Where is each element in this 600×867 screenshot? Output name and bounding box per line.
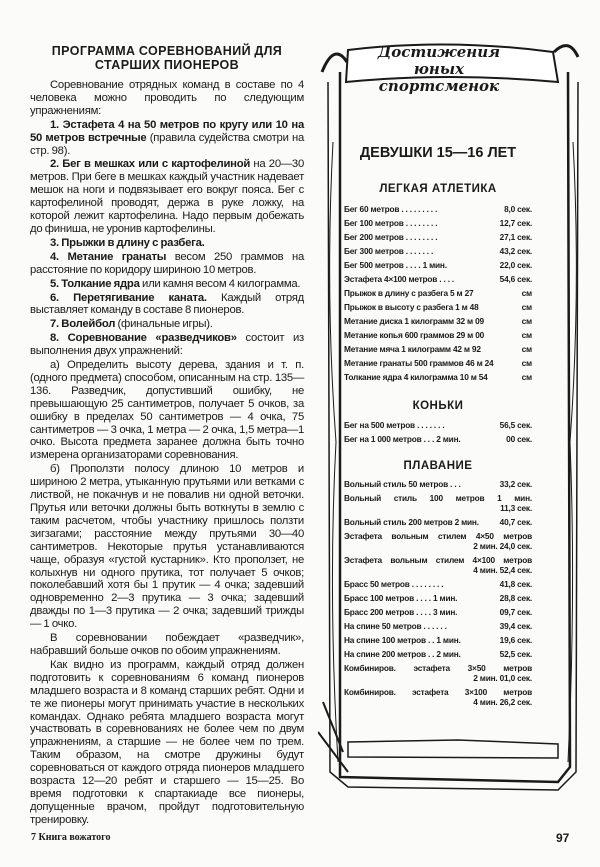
record-row [344, 232, 532, 242]
record-event: Брасс 200 метров . . . . 3 мин. [344, 607, 458, 617]
exercise-description: весом 250 граммов на расстояние по коридору шириною 10 метров. [30, 250, 304, 276]
record-event: Брасс 50 метров . . . . . . . . [344, 579, 444, 589]
record-event: Вольный стиль 100 метров 1 мин. [344, 493, 532, 503]
record-value: 52,5 сек. [499, 649, 532, 659]
record-value: 33,2 сек. [499, 479, 532, 489]
record-value: см [521, 372, 532, 382]
exercise-item [30, 251, 304, 277]
page-number: 97 [556, 831, 570, 845]
heading-athletics: ЛЕГКАЯ АТЛЕТИКА [379, 183, 497, 195]
record-event: Вольный стиль 50 метров . . . [344, 479, 461, 489]
records-title: ДЕВУШКИ 15—16 ЛЕТ [359, 145, 517, 161]
record-value: см [521, 344, 532, 354]
record-row [344, 531, 532, 551]
exercise-name: 1. Эстафета 4 на 50 метров по кругу или 10 на 50 метров встречные [30, 118, 304, 144]
footer-signature: 7 Книга вожатого [31, 832, 111, 843]
exercise-item [30, 237, 304, 250]
record-row [344, 218, 532, 228]
record-value: 2 мин. 24,0 сек. [473, 541, 532, 551]
record-value: 22,0 сек. [499, 260, 532, 270]
record-value: см [521, 302, 532, 312]
heading-swimming: ПЛАВАНИЕ [403, 460, 473, 472]
record-row [344, 663, 532, 683]
record-event: Метание мяча 1 килограмм 42 м 92 [344, 344, 481, 354]
record-event: Комбиниров. эстафета 3×100 метров [344, 687, 532, 697]
record-value: 28,8 сек. [499, 593, 532, 603]
record-value: 43,2 сек. [499, 246, 532, 256]
record-row [344, 579, 532, 589]
record-value: 12,7 сек. [499, 218, 532, 228]
record-row [344, 358, 532, 368]
exercise-name: 2. Бег в мешках или с картофелиной [50, 158, 251, 171]
record-row [344, 635, 532, 645]
record-event: Эстафета 4×100 метров . . . . [344, 274, 455, 284]
record-row [344, 420, 532, 430]
record-row [344, 593, 532, 603]
banner-line-1: Достижения [377, 43, 501, 61]
record-event: Метание диска 1 килограмм 32 м 09 [344, 316, 484, 326]
exercise-description: (финальные игры). [115, 318, 213, 331]
record-value: 19,6 сек. [499, 635, 532, 645]
record-row [344, 687, 532, 707]
record-row [344, 204, 532, 214]
record-value: 4 мин. 26,2 сек. [473, 697, 532, 707]
record-value: 09,7 сек. [499, 607, 532, 617]
record-event: На спине 50 метров . . . . . . [344, 621, 447, 631]
record-event: Бег 200 метров . . . . . . . . [344, 232, 438, 242]
record-value: 2 мин. 01,0 сек. [473, 673, 532, 683]
record-row [344, 260, 532, 270]
exercise-description: на 20—30 метров. При беге в мешках каждый участник надевает мешок на ноги и подвязывает его вокруг пояса. Бег с картофелиной проводят, держа в руке ложку, на которой лежит картофелина. Надо первым добежать до финиша, не уронив картофелины. [30, 158, 304, 235]
record-value: см [521, 358, 532, 368]
record-row [344, 607, 532, 617]
record-event: Прыжок в длину с разбега 5 м 27 [344, 288, 474, 298]
record-event: Толкание ядра 4 килограмма 10 м 54 [344, 372, 488, 382]
record-event: Эстафета вольным стилем 4×50 метров [344, 531, 532, 541]
banner-line-2: юных спортсменок [378, 60, 500, 95]
record-event: На спине 100 метров . . 1 мин. [344, 635, 461, 645]
record-row [344, 434, 532, 444]
paragraph-conclusion: Как видно из программ, каждый отряд должен подготовить к соревнованиям 6 команд пионеров младшего возраста и 8 команд старших ребят. Одни и те же пионеры могут принимать участие в нескольких командах. Однако ребята младшего возраста могут участвовать в соревнованиях не более чем по двум упражнениям, а старшие — не более чем по трем. Таким образом, на смотре дружины будут соревноваться от каждого отряда пионеров младшего возраста 12—20 ребят и старшего — 15—25. Во время подготовки к спартакиаде все пионеры, допущенные врачом, пройдут подготовительную тренировку. [30, 658, 304, 826]
exercise-item [30, 278, 304, 291]
record-event: Брасс 100 метров . . . . 1 мин. [344, 593, 458, 603]
record-value: 40,7 сек. [499, 517, 532, 527]
paragraph-b: б) Проползти полосу длиною 10 метров и шириною 2 метра, утыканную прутьями или ветками с листвой, не покачнув и не повалив ни одной веточки. Прутья или веточки должны быть воткнуты в землю с таким расчетом, чтобы участнику пришлось ползти зигзагами; расстояние между прутьями 30—40 сантиметров. Некоторые прутья устанавливаются чаще, образуя «густой кустарник». Кто проползет, не колыхнув ни одного прутика, тот получает 5 очков; поколебавший хотя бы 1 прутик — 4 очка; задевший одновременно 2—3 прутика — 3 очка; задевший дважды по 1—3 прутика — 2 очка; задевший трижды — 1 очко. [30, 463, 304, 631]
record-row [344, 372, 532, 382]
heading-skating: КОНЬКИ [412, 400, 464, 412]
record-row [344, 246, 532, 256]
section-title: ПРОГРАММА СОРЕВНОВАНИЙ ДЛЯ [51, 44, 283, 58]
exercise-list [30, 119, 304, 358]
record-value: 56,5 сек. [499, 420, 532, 430]
record-event: Прыжок в высоту с разбега 1 м 48 [344, 302, 479, 312]
exercise-item [30, 332, 304, 358]
record-event: Бег 60 метров . . . . . . . . . [344, 204, 438, 214]
athletics-rows [344, 204, 532, 382]
exercise-item [30, 292, 304, 318]
record-event: Метание гранаты 500 граммов 46 м 24 [344, 358, 494, 368]
exercise-description: или камня весом 4 килограмма. [139, 277, 301, 290]
record-event: Бег 100 метров . . . . . . . . [344, 218, 438, 228]
exercise-name: 3. Прыжки в длину с разбега. [50, 236, 205, 249]
record-value: см [521, 288, 532, 298]
record-event: Эстафета вольным стилем 4×100 метров [344, 555, 532, 565]
record-event: Бег 300 метров . . . . . . . [344, 246, 434, 256]
record-value: 27,1 сек. [499, 232, 532, 242]
record-row [344, 316, 532, 326]
paragraph-winner: В соревновании побеждает «разведчик», набравший больше очков по обоим упражнениям. [30, 632, 304, 657]
record-value: 00 сек. [506, 434, 532, 444]
exercise-item [30, 318, 304, 331]
records-table [344, 145, 532, 711]
record-row [344, 621, 532, 631]
record-row [344, 302, 532, 312]
exercise-name: 5. Толкание ядра [50, 277, 140, 290]
record-row [344, 330, 532, 340]
exercise-item [30, 158, 304, 235]
record-row [344, 493, 532, 513]
record-row [344, 274, 532, 284]
record-event: На спине 200 метров . . 2 мин. [344, 649, 461, 659]
exercise-name: 8. Соревнование «разведчиков» [50, 332, 237, 345]
record-event: Бег на 1 000 метров . . . 2 мин. [344, 434, 461, 444]
record-row [344, 649, 532, 659]
record-value: см [521, 316, 532, 326]
exercise-description: (правила судейства смотри на стр. 98). [30, 131, 304, 157]
exercise-description: состоит из выполнения двух упражнений: [30, 332, 304, 358]
swimming-rows [344, 479, 532, 707]
record-event: Бег 500 метров . . . . 1 мин. [344, 260, 447, 270]
banner-logo [354, 44, 524, 95]
exercise-name: 7. Волейбол [50, 318, 116, 331]
intro-paragraph: Соревнование отрядных команд в составе по 4 человека можно проводить по следующим упражнениям: [30, 79, 304, 117]
section-title-2: СТАРШИХ ПИОНЕРОВ [94, 58, 240, 72]
record-value: 11,3 сек. [500, 503, 532, 513]
record-value: 41,8 сек. [499, 579, 532, 589]
record-event: Вольный стиль 200 метров 2 мин. [344, 517, 479, 527]
record-row [344, 344, 532, 354]
exercise-name: 4. Метание гранаты [50, 250, 167, 263]
record-value: 8,0 сек. [504, 204, 532, 214]
exercise-description: Каждый отряд выставляет команду в составе 8 пионеров. [30, 291, 304, 317]
record-event: Бег на 500 метров . . . . . . . [344, 420, 445, 430]
record-row [344, 288, 532, 298]
record-value: см [521, 330, 532, 340]
exercise-item [30, 119, 304, 158]
record-value: 39,4 сек. [499, 621, 532, 631]
record-row [344, 479, 532, 489]
record-row [344, 517, 532, 527]
record-event: Метание копья 600 граммов 29 м 00 [344, 330, 485, 340]
record-event: Комбиниров. эстафета 3×50 метров [344, 663, 532, 673]
exercise-name: 6. Перетягивание каната. [50, 291, 207, 304]
paragraph-a: а) Определить высоту дерева, здания и т. п. (одного предмета) способом, описанным на стр. 135—136. Разведчик, допустивший ошибку, не превышающую 25 сантиметров, получает 5 очков, за ошибку в пределах 50 сантиметров — 4 очка, 75 сантиметров — 3 очка, 1 метра — 2 очка, 1,5 метра—1 очко. Высота предмета заранее должна быть точно измерена организаторами соревнования. [30, 359, 304, 462]
record-value: 54,6 сек. [499, 274, 532, 284]
left-column [30, 44, 304, 828]
skating-rows [344, 420, 532, 444]
record-row [344, 555, 532, 575]
record-value: 4 мин. 52,4 сек. [473, 565, 532, 575]
